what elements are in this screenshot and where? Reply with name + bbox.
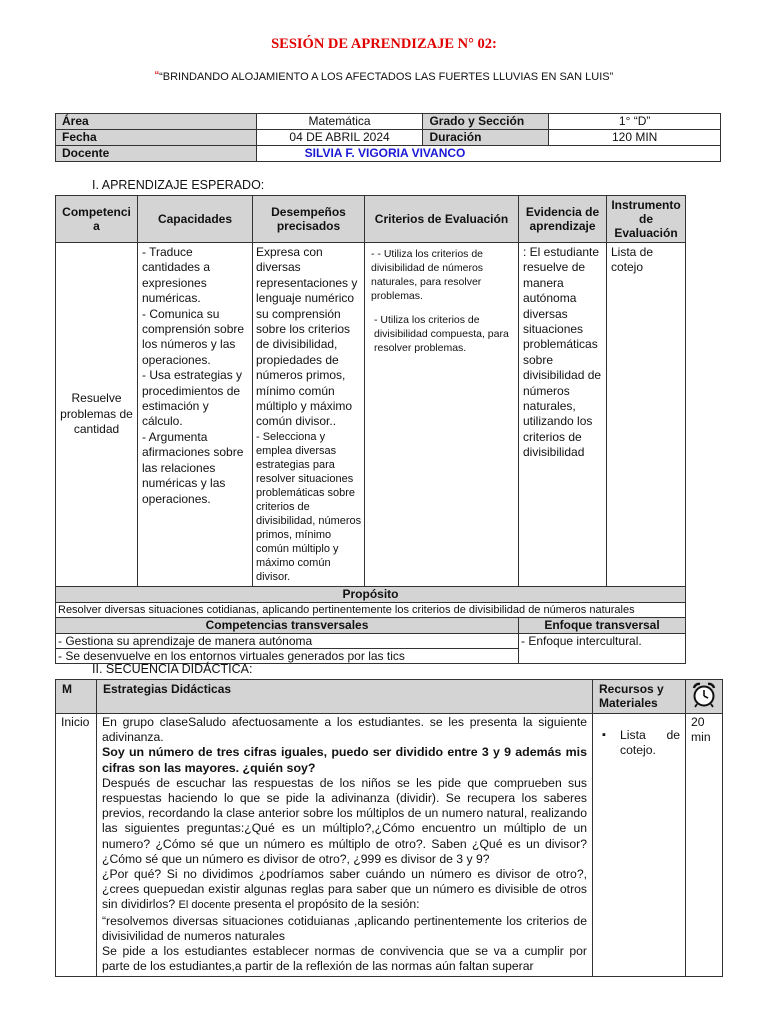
criterio-2: - Utiliza los criterios de divisibilidad compuesta, para resolver problemas. <box>374 314 509 354</box>
estrategia-p5: Se pide a los estudiantes establecer normas de convivencia que se va a cumplir por parte de los estudiantes,a partir de la reflexión de las normas aún faltan superar <box>102 944 587 974</box>
col-desempenos: Desempeños precisados <box>253 196 365 243</box>
capacidades-cell: - Traduce cantidades a expresiones numéricas. - Comunica su comprensión sobre los números y las operaciones. - Usa estrategias y procedimientos de estimación y cálculo. - Argumenta afirmaciones sobre las relaciones numéricas y las operaciones. <box>138 243 253 587</box>
fecha-value: 04 DE ABRIL 2024 <box>256 130 423 146</box>
duracion-label: Duración <box>423 130 549 146</box>
info-row-fecha <box>56 130 721 146</box>
proposito-text: Resolver diversas situaciones cotidianas, aplicando pertinentemente los criterios de divisibilidad de números naturales <box>56 602 686 617</box>
estrategia-p2: Después de escuchar las respuestas de los niños se les pide que comprueben sus respuestas haciendo lo que se pide la adivinanza (dividir). Se recupera los saberes previos, recordando la clase anterior sobre los múltiplos de un numero natural, realizando las siguientes preguntas:¿Qué es un múltiplo?,¿Cómo encuentro un múltiplo de un numero? ¿Cómo sé que un número es múltiplo de otro?. Saben ¿Qué es un divisor? ¿Cómo sé que un número es divisor de otro?, ¿999 es divisor de 3 y 9? <box>102 775 587 866</box>
col-criterios: Criterios de Evaluación <box>365 196 519 243</box>
estrategia-p3c: presenta el propósito de la sesión: <box>233 897 420 912</box>
sequence-table <box>55 679 723 977</box>
estrategia-p3a: ¿Por qué? Si no dividimos ¿podríamos saber cuándo un número es divisor de otro?, ¿crees quepuedan existir algunas reglas para saber que un número es divisible de otros sin dividirlos? <box>102 867 587 912</box>
col-recursos: Recursos y Materiales <box>593 680 686 714</box>
evidencia-cell: : El estudiante resuelve de manera autónoma diversas situaciones problemáticas sobre divisibilidad de números naturales, utilizando los criterios de divisibilidad <box>519 243 607 587</box>
col-tiempo <box>686 680 723 714</box>
tiempo-cell: 20 min <box>686 714 723 977</box>
section-2-title: II. SECUENCIA DIDÁCTICA: <box>92 662 253 676</box>
proposito-label: Propósito <box>56 586 686 602</box>
transversal-2: - Se desenvuelve en los entornos virtuales generados por las tics <box>56 648 519 663</box>
info-row-docente <box>56 146 721 162</box>
sequence-header-row <box>56 680 723 714</box>
desempenos-cell <box>253 243 365 587</box>
recursos-cell <box>593 714 686 977</box>
subtitle-quote: “ <box>154 68 160 83</box>
session-title: SESIÓN DE APRENDIZAJE N° 02: <box>271 36 497 52</box>
desempeno-2: - Selecciona y emplea diversas estrategias para resolver situaciones problemáticas sobre criterios de divisibilidad, números primos, mínimo común múltiplo y máximo común divisor. <box>256 430 362 583</box>
grado-value: 1° “D” <box>549 114 721 130</box>
desempeno-1: Expresa con diversas representaciones y lenguaje numérico su comprensión sobre los criterios de divisibilidad, propiedades de números primos, mínimo común múltiplo y máximo común divisor.. <box>256 245 358 429</box>
area-label: Área <box>56 114 257 130</box>
learning-content-row <box>56 243 686 587</box>
area-value: Matemática <box>256 114 423 130</box>
col-capacidades: Capacidades <box>138 196 253 243</box>
grado-label: Grado y Sección <box>423 114 549 130</box>
proposito-row <box>56 602 686 617</box>
col-estrategias: Estrategias Didácticas <box>97 680 593 714</box>
estrategias-cell <box>97 714 593 977</box>
docente-value: SILVIA F. VIGORIA VIVANCO <box>256 146 720 162</box>
session-subtitle <box>0 68 768 83</box>
estrategia-p1: En grupo claseSaludo afectuosamente a los estudiantes. se les presenta la siguiente adivinanza. <box>102 715 587 745</box>
criterio-1: - - Utiliza los criterios de divisibilidad de números naturales, para resolver problemas. <box>371 248 484 302</box>
transversal-row-1 <box>56 633 686 648</box>
instrumento-cell: Lista de cotejo <box>607 243 686 587</box>
duracion-value: 120 MIN <box>549 130 721 146</box>
section-1-title: I. APRENDIZAJE ESPERADO: <box>92 178 265 192</box>
estrategia-p3 <box>102 867 587 914</box>
alarm-clock-icon <box>691 681 717 709</box>
criterios-cell <box>365 243 519 587</box>
enfoque-text: - Enfoque intercultural. <box>519 633 686 663</box>
enfoque-label: Enfoque transversal <box>519 617 686 633</box>
transversal-header-row <box>56 617 686 633</box>
momento-cell: Inicio <box>56 714 97 977</box>
col-evidencia: Evidencia de aprendizaje <box>519 196 607 243</box>
riddle-text: Soy un número de tres cifras iguales, puedo ser dividido entre 3 y 9 además mis cifras son las mayores. ¿quién soy? <box>102 745 587 775</box>
col-momento: M <box>56 680 97 714</box>
docente-label: Docente <box>56 146 257 162</box>
info-row-area <box>56 114 721 130</box>
transversales-label: Competencias transversales <box>56 617 519 633</box>
recursos-list <box>598 728 680 758</box>
estrategia-p4: “resolvemos diversas situaciones cotiduianas ,aplicando pertinentemente los criterios de divisivilidad de numeros naturales <box>102 913 587 943</box>
inicio-row <box>56 714 723 977</box>
info-table <box>55 113 721 162</box>
learning-header-row <box>56 196 686 243</box>
docente-text: El docente <box>178 899 231 912</box>
col-competencia: Competenci a <box>56 196 138 243</box>
fecha-label: Fecha <box>56 130 257 146</box>
subtitle-text: “BRINDANDO ALOJAMIENTO A LOS AFECTADOS LAS FUERTES LLUVIAS EN SAN LUIS” <box>159 71 614 83</box>
competencia-cell: Resuelve problemas de cantidad <box>56 243 138 587</box>
col-instrumento: Instrumento de Evaluación <box>607 196 686 243</box>
transversal-1: - Gestiona su aprendizaje de manera autónoma <box>56 633 519 648</box>
learning-table <box>55 195 686 664</box>
proposito-header-row <box>56 586 686 602</box>
recurso-item: ▪ Lista de cotejo. <box>598 728 680 758</box>
